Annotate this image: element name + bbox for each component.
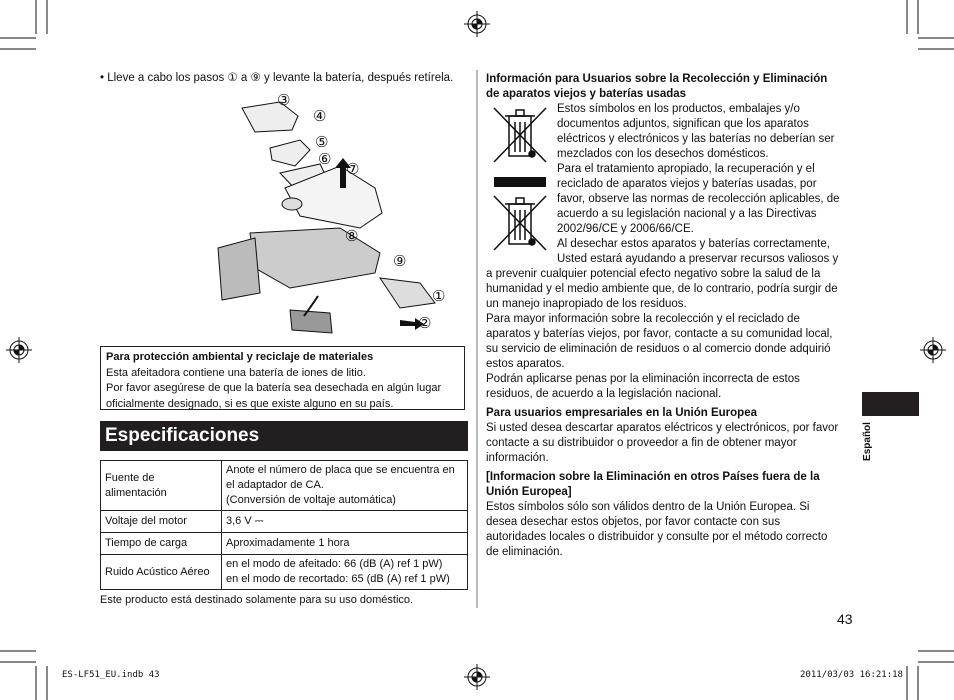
callout-8: ⑧: [345, 228, 359, 245]
callout-6: ⑥: [318, 151, 332, 168]
spec-key: Fuente de alimentación: [101, 461, 222, 511]
spec-key: Tiempo de carga: [101, 533, 222, 555]
spec-value: Anote el número de placa que se encuentra en el adaptador de CA. (Conversión de voltaje automática): [222, 461, 468, 511]
callout-7: ⑦: [346, 161, 360, 178]
spec-key: Voltaje del motor: [101, 511, 222, 533]
business-users-heading: Para usuarios empresariales en la Unión Europea: [486, 407, 757, 419]
table-row: [101, 511, 468, 533]
spec-key: Ruido Acústico Aéreo: [101, 555, 222, 590]
note-line: oficialmente designado, si es que existe alguno en su país.: [106, 397, 394, 410]
disposal-heading: Información para Usuarios sobre la Recolección y Eliminación de aparatos viejos y baterías usadas: [486, 73, 828, 100]
specifications-heading: Especificaciones: [100, 421, 468, 451]
footer-filename: ES-LF51_EU.indb 43: [62, 670, 160, 680]
table-row: [101, 461, 468, 511]
spec-value: 3,6 V ⎓: [222, 511, 468, 533]
spec-value: Aproximadamente 1 hora: [222, 533, 468, 555]
disposal-paragraph-1: Estos símbolos en los productos, embalajes y/o documentos adjuntos, significan que los aparatos eléctricos y electrónicos y las baterías no deberían ser mezclados con los desechos domésticos. Para el tratamiento apropiado, la recuperación y el reciclado de aparatos viejos y baterías usadas, por favor, observe las normas de recolección aplicables, de acuerdo a su legislación nacional y a las Directivas 2002/96/CE y 2006/66/CE. Al desechar estos aparatos y baterías correctamente, Usted estará ayudando a preservar recursos valiosos y: [557, 103, 840, 265]
callout-5: ⑤: [315, 134, 329, 151]
callout-4: ④: [313, 108, 327, 125]
callout-2: ②: [418, 315, 432, 332]
outside-eu-heading: [Informacion sobre la Eliminación en otros Países fuera de la Unión Europea]: [486, 471, 820, 498]
note-title: Para protección ambiental y reciclaje de materiales: [106, 351, 374, 363]
crossed-bin-icon: [494, 108, 546, 162]
domestic-use-note: Este producto está destinado solamente para su uso doméstico.: [100, 594, 414, 606]
disassembly-illustration: [200, 88, 460, 338]
footer-timestamp: 2011/03/03 16:21:18: [800, 670, 903, 680]
table-row: [101, 533, 468, 555]
page-number: 43: [837, 611, 853, 627]
language-label: Español: [861, 422, 873, 461]
business-users-paragraph: Si usted desea descartar aparatos eléctricos y electrónicos, por favor contacte a su distribuidor o proveedor a fin de obtener mayor información.: [486, 422, 839, 464]
outside-eu-paragraph: Estos símbolos sólo son válidos dentro de la Unión Europea. Si desea desechar estos objetos, por favor contacte con sus autoridades locales o distribuidor y consulte por el método correcto de eliminación.: [486, 501, 828, 558]
table-row: [101, 555, 468, 590]
callout-3: ③: [277, 92, 291, 109]
callout-9: ⑨: [393, 253, 407, 270]
callout-1: ①: [432, 288, 446, 305]
specifications-table: [100, 460, 468, 590]
spec-value: en el modo de afeitado: 66 (dB (A) ref 1 pW) en el modo de recortado: 65 (dB (A) ref 1 pW): [222, 555, 468, 590]
weee-symbols: [490, 104, 550, 264]
note-line: Esta afeitadora contiene una batería de iones de litio.: [106, 366, 366, 379]
note-line: Por favor asegúrese de que la batería sea desechada en algún lugar: [106, 382, 442, 394]
environment-note-box: [100, 346, 465, 410]
crossed-bin-battery-icon: [494, 196, 546, 250]
language-tab: [862, 392, 919, 416]
bullet-instruction: • Lleve a cabo los pasos ① a ⑨ y levante la batería, después retírela.: [100, 72, 454, 84]
disposal-paragraph-2: a prevenir cualquier potencial efecto negativo sobre la salud de la humanidad y el medio ambiente que, de lo contrario, podría surgir de un manejo inapropiado de los residuos. Para mayor información sobre la recolección y el reciclado de aparatos y baterías viejos, por favor, contacte a su comunidad local, su servicio de eliminación de residuos o al comercio donde adquirió estos aparatos. Podrán aplicarse penas por la eliminación incorrecta de estos residuos, de acuerdo a la legislación nacional.: [486, 268, 838, 400]
